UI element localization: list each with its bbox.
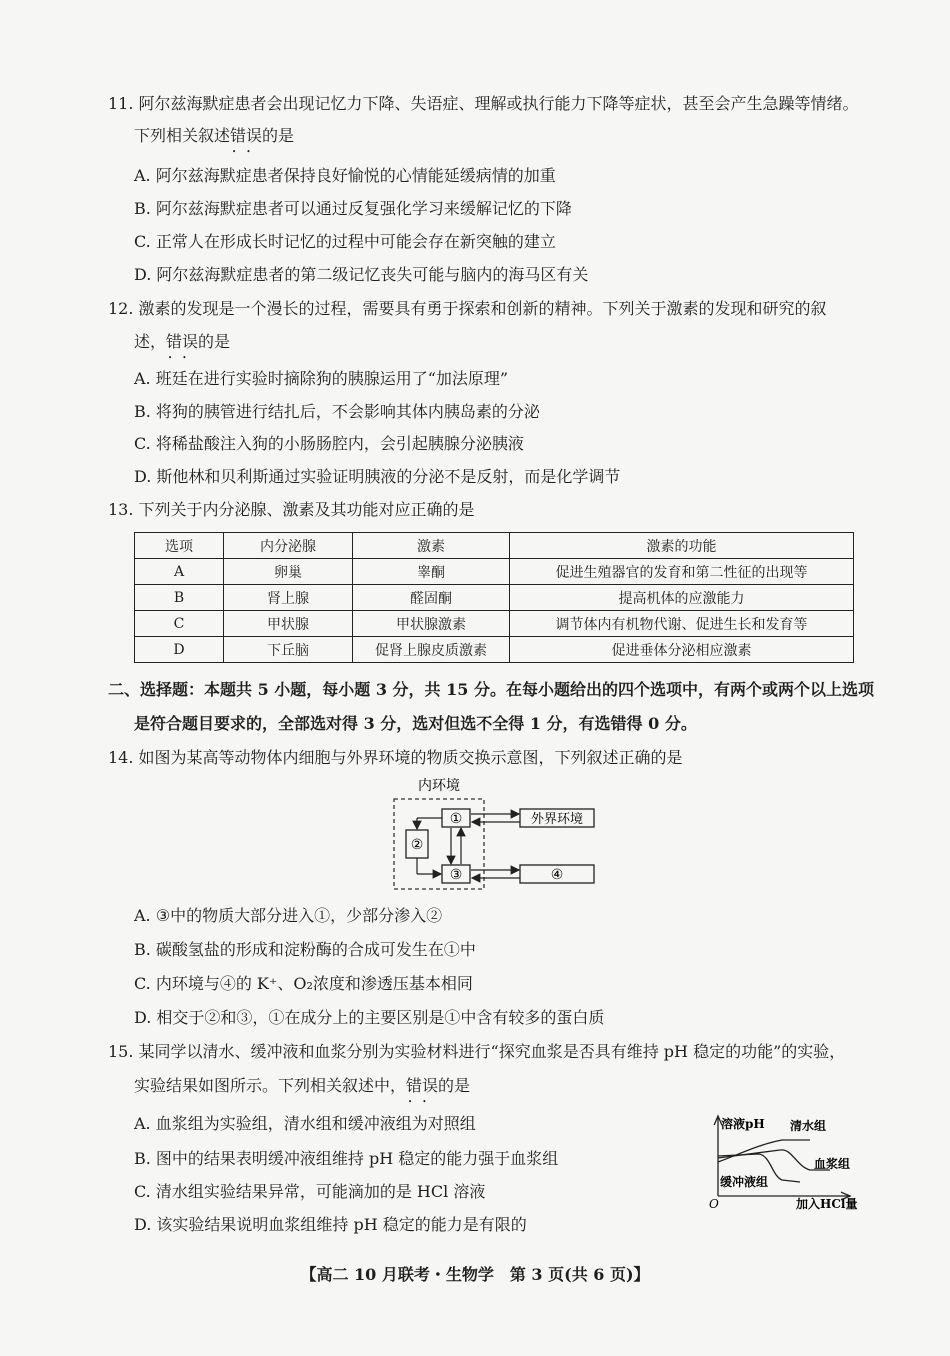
table-cell: 下丘脑 bbox=[224, 637, 353, 663]
table-cell: 醛固酮 bbox=[353, 585, 510, 611]
table-cell: 甲状腺 bbox=[224, 611, 353, 637]
table-cell: 提高机体的应激能力 bbox=[510, 585, 854, 611]
origin-label: O bbox=[709, 1197, 719, 1211]
q11-option-c: C. 正常人在形成长时记忆的过程中可能会存在新突触的建立 bbox=[134, 232, 556, 251]
q14-option-b: B. 碳酸氢盐的形成和淀粉酶的合成可发生在①中 bbox=[134, 940, 476, 959]
table-cell: C bbox=[135, 611, 224, 637]
table-cell: 睾酮 bbox=[353, 559, 510, 585]
y-axis-label: 溶液pH bbox=[721, 1117, 765, 1131]
q11-stem-line2: 下列相关叙述错误 • •的是 bbox=[134, 125, 294, 147]
hormone-table bbox=[134, 532, 854, 663]
external-environment-label: 外界环境 bbox=[530, 812, 584, 827]
table-cell: 促进垂体分泌相应激素 bbox=[510, 637, 854, 663]
exchange-diagram bbox=[380, 772, 610, 894]
x-axis-label: 加入HCl量 bbox=[796, 1197, 858, 1211]
q14-option-d: D. 相交于②和③，①在成分上的主要区别是①中含有较多的蛋白质 bbox=[134, 1008, 605, 1027]
section2-heading-line1: 二、选择题：本题共 5 小题，每小题 3 分，共 15 分。在每小题给出的四个选项中，有两个或两个以上选项 bbox=[108, 680, 874, 699]
table-cell: B bbox=[135, 585, 224, 611]
col-header: 选项 bbox=[135, 533, 224, 559]
section2-heading-line2: 是符合题目要求的，全部选对得 3 分，选对但选不全得 1 分，有选错得 0 分。 bbox=[134, 714, 697, 733]
q11-option-d: D. 阿尔兹海默症患者的第二级记忆丧失可能与脑内的海马区有关 bbox=[134, 265, 589, 284]
buffer-group-label: 缓冲液组 bbox=[720, 1175, 769, 1189]
table-row bbox=[135, 559, 854, 585]
table-cell: 卵巢 bbox=[224, 559, 353, 585]
emphasis-mark: 错误 • • bbox=[406, 1076, 438, 1095]
q15-option-c: C. 清水组实验结果异常，可能滴加的是 HCl 溶液 bbox=[134, 1182, 486, 1201]
table-cell: 促进生殖器官的发育和第二性征的出现等 bbox=[510, 559, 854, 585]
table-cell: 肾上腺 bbox=[224, 585, 353, 611]
q11-option-a: A. 阿尔兹海默症患者保持良好愉悦的心情能延缓病情的加重 bbox=[134, 166, 556, 185]
q14-option-a: A. ③中的物质大部分进入①，少部分渗入② bbox=[134, 906, 443, 925]
page-footer: 【高二 10 月联考・生物学 第 3 页(共 6 页)】 bbox=[300, 1265, 650, 1284]
q15-option-d: D. 该实验结果说明血浆组维持 pH 稳定的能力是有限的 bbox=[134, 1215, 527, 1234]
table-row bbox=[135, 637, 854, 663]
table-cell: 甲状腺激素 bbox=[353, 611, 510, 637]
q12-stem-line1: 12. 激素的发现是一个漫长的过程，需要具有勇于探索和创新的精神。下列关于激素的发现和研究的叙 bbox=[108, 299, 827, 318]
q13-stem: 13. 下列关于内分泌腺、激素及其功能对应正确的是 bbox=[108, 500, 475, 519]
q14-option-c: C. 内环境与④的 K⁺、O₂浓度和渗透压基本相同 bbox=[134, 974, 473, 993]
q15-option-a: A. 血浆组为实验组，清水组和缓冲液组为对照组 bbox=[134, 1114, 476, 1133]
q12-option-b: B. 将狗的胰管进行结扎后，不会影响其体内胰岛素的分泌 bbox=[134, 402, 540, 421]
water-group-label: 清水组 bbox=[790, 1119, 827, 1133]
q15-option-b: B. 图中的结果表明缓冲液组维持 pH 稳定的能力强于血浆组 bbox=[134, 1149, 559, 1168]
q12-stem-line2: 述，错误 • •的是 bbox=[134, 331, 230, 353]
q14-stem: 14. 如图为某高等动物体内细胞与外界环境的物质交换示意图，下列叙述正确的是 bbox=[108, 748, 683, 767]
box-4-label: ④ bbox=[550, 867, 564, 883]
col-header: 激素的功能 bbox=[510, 533, 854, 559]
q15-stem-line1: 15. 某同学以清水、缓冲液和血浆分别为实验材料进行“探究血浆是否具有维持 pH 稳定的功能”的实验， bbox=[108, 1042, 846, 1061]
emphasis-mark: 错误 • • bbox=[166, 332, 198, 351]
plasma-group-label: 血浆组 bbox=[814, 1157, 851, 1171]
table-cell: D bbox=[135, 637, 224, 663]
table-cell: A bbox=[135, 559, 224, 585]
ph-graph bbox=[700, 1110, 870, 1212]
q15-stem-line2: 实验结果如图所示。下列相关叙述中，错误 • •的是 bbox=[134, 1075, 470, 1097]
table-header-row bbox=[135, 533, 854, 559]
col-header: 内分泌腺 bbox=[224, 533, 353, 559]
water-group-curve bbox=[718, 1140, 810, 1162]
emphasis-mark: 错误 • • bbox=[230, 126, 262, 145]
q11-stem-line1: 11. 阿尔兹海默症患者会出现记忆力下降、失语症、理解或执行能力下降等症状，甚至会产生急躁等情绪。 bbox=[108, 94, 859, 113]
table-row bbox=[135, 611, 854, 637]
box-2-label: ② bbox=[410, 837, 424, 853]
q11-option-b: B. 阿尔兹海默症患者可以通过反复强化学习来缓解记忆的下降 bbox=[134, 199, 572, 218]
box-3-label: ③ bbox=[449, 867, 463, 883]
table-cell: 调节体内有机物代谢、促进生长和发育等 bbox=[510, 611, 854, 637]
q12-option-a: A. 班廷在进行实验时摘除狗的胰腺运用了“加法原理” bbox=[134, 369, 509, 388]
box-1-label: ① bbox=[449, 811, 463, 827]
table-row bbox=[135, 585, 854, 611]
table-cell: 促肾上腺皮质激素 bbox=[353, 637, 510, 663]
q12-option-d: D. 斯他林和贝利斯通过实验证明胰液的分泌不是反射，而是化学调节 bbox=[134, 467, 621, 486]
diagram-title: 内环境 bbox=[418, 778, 460, 794]
col-header: 激素 bbox=[353, 533, 510, 559]
q12-option-c: C. 将稀盐酸注入狗的小肠肠腔内，会引起胰腺分泌胰液 bbox=[134, 434, 524, 453]
